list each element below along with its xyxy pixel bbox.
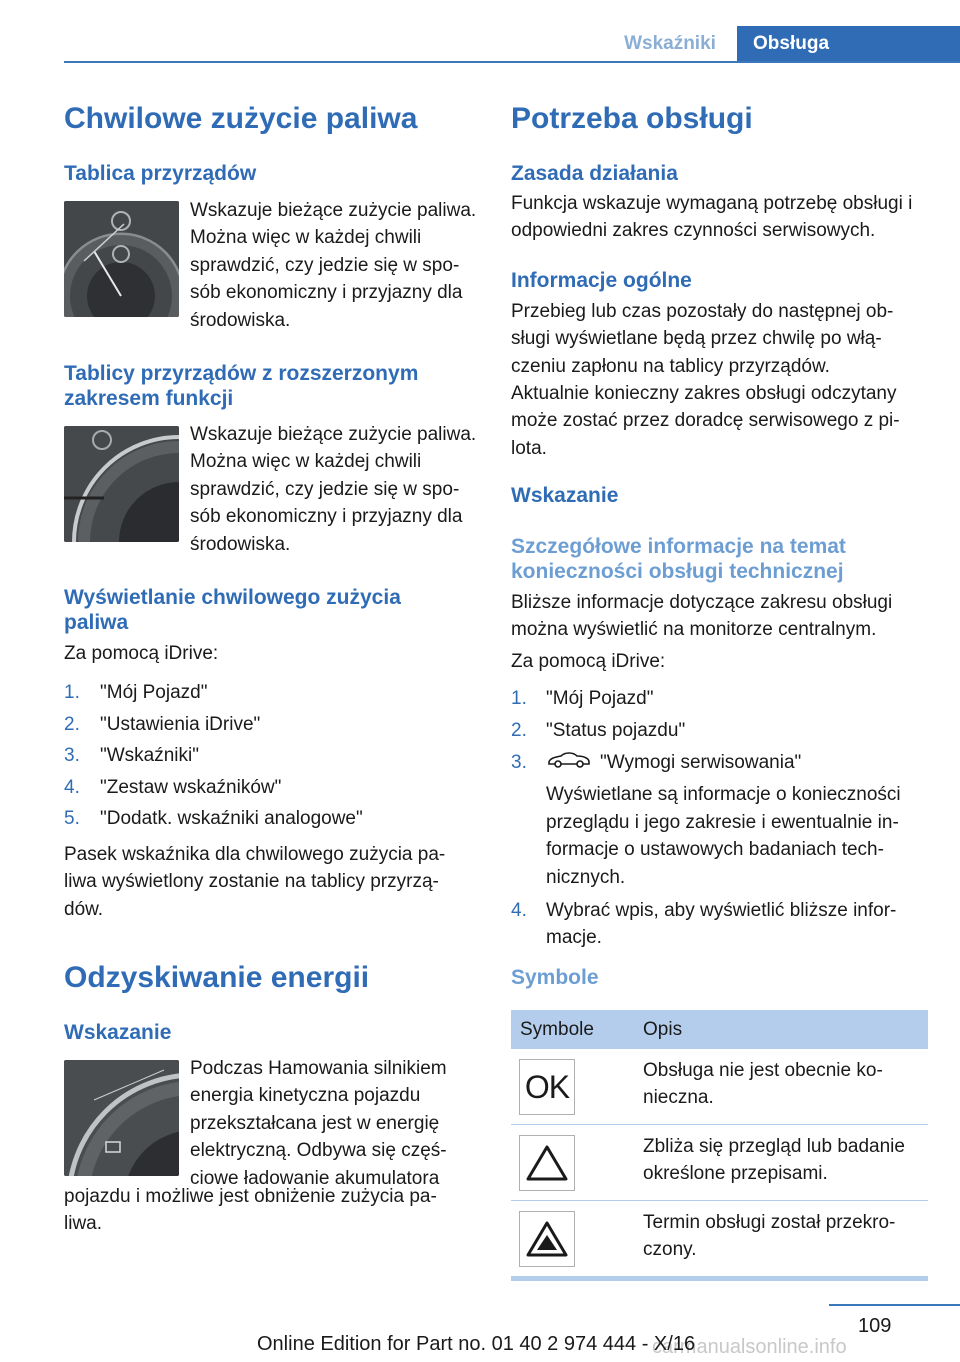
steps-list-right xyxy=(511,685,931,952)
page-number: 109 xyxy=(858,1315,892,1337)
text-energy-recovery: Podczas Hamowania silnikiem energia kinetyczna pojazdu przekształcana jest w energię elektryczną. Odbywa się częściowe ładowanie akumulatora xyxy=(190,1058,447,1189)
ok-symbol-icon: OK xyxy=(519,1059,575,1115)
text-general-info-2: Aktualnie konieczny zakres obsługi odczytany może zostać przez doradcę serwisowego z pilota. xyxy=(511,383,900,459)
text-energy-recovery-cont: pojazdu i możliwe jest obniżenie zużycia paliwa. xyxy=(64,1186,437,1235)
list-item: 2. "Status pojazdu" xyxy=(511,720,686,741)
text-general-info-1: Przebieg lub czas pozostały do następnej obsługi wyświetlane będą przez chwilę po włączeniu zapłonu na tablicy przyrządów. xyxy=(511,301,894,377)
watermark: carmanualsonline.info xyxy=(652,1336,847,1358)
list-item: 1. "Mój Pojazd" xyxy=(64,682,208,703)
list-item: 3. "Wskaźniki" xyxy=(64,745,199,767)
heading-display-left: Wskazanie xyxy=(64,1021,172,1044)
row-desc: Zbliża się przegląd lub badanie określone przepisami. xyxy=(643,1136,905,1185)
heading-service-details: Szczegółowe informacje na temat konieczności obsługi technicznej xyxy=(511,535,846,583)
tab-wskazniki[interactable]: Wskaźniki xyxy=(624,33,716,54)
text-idrive-intro-right: Za pomocą iDrive: xyxy=(511,651,666,672)
row-desc: Termin obsługi został przekroczony. xyxy=(643,1212,896,1261)
col-symbol-header: Symbole xyxy=(520,1018,594,1040)
table-row xyxy=(511,1049,928,1125)
list-item: 1. "Mój Pojazd" xyxy=(511,688,654,709)
heading-principle: Zasada działania xyxy=(511,162,678,185)
text-extended-cluster: Wskazuje bieżące zużycie paliwa. Można więc w każdej chwili sprawdzić, czy jedzie się w sposób ekonomiczny i przyjazny dla środowiska. xyxy=(190,424,477,555)
heading-extended-cluster: Tablicy przyrządów z rozszerzonym zakresem funkcji xyxy=(64,362,419,410)
step3-detail: Wyświetlane są informacje o konieczności przeglądu i jego zakresie i ewentualnie informacje o ustawowych badaniach technicznych. xyxy=(546,784,901,888)
title-fuel-consumption: Chwilowe zużycie paliwa xyxy=(64,102,418,135)
table-end-rule xyxy=(511,1277,928,1281)
footer-edition: Online Edition for Part no. 01 40 2 974 444 - X/16 xyxy=(257,1333,696,1355)
text-idrive-intro: Za pomocą iDrive: xyxy=(64,643,219,664)
heading-symbols: Symbole xyxy=(511,966,599,989)
gauge-image-2 xyxy=(64,426,179,542)
gauge-image-1 xyxy=(64,201,179,317)
tab-obsluga[interactable]: Obsługa xyxy=(737,26,960,61)
overdue-triangle-icon xyxy=(519,1211,575,1267)
heading-general-info: Informacje ogólne xyxy=(511,269,692,292)
heading-instrument-cluster: Tablica przyrządów xyxy=(64,162,257,185)
car-service-icon xyxy=(546,749,592,777)
list-item: 4. "Zestaw wskaźników" xyxy=(64,776,282,798)
header-rule xyxy=(64,61,960,63)
col-desc-header: Opis xyxy=(643,1018,683,1040)
text-indicator-bar: Pasek wskaźnika dla chwilowego zużycia paliwa wyświetlony zostanie na tablicy przyrządów. xyxy=(64,844,446,920)
table-header xyxy=(511,1010,928,1049)
steps-list-left xyxy=(64,679,464,837)
table-row xyxy=(511,1125,928,1201)
title-energy-recovery: Odzyskiwanie energii xyxy=(64,961,370,994)
warning-triangle-icon xyxy=(519,1135,575,1191)
title-service-requirement: Potrzeba obsługi xyxy=(511,102,753,135)
table-row xyxy=(511,1201,928,1277)
footer-rule xyxy=(829,1304,960,1306)
list-item: 2. "Ustawienia iDrive" xyxy=(64,713,261,735)
gauge-image-3 xyxy=(64,1060,179,1176)
row-desc: Obsługa nie jest obecnie konieczna. xyxy=(643,1060,883,1109)
symbols-table xyxy=(511,1010,928,1281)
text-service-details: Bliższe informacje dotyczące zakresu obsługi można wyświetlić na monitorze centralnym. xyxy=(511,592,893,641)
text-instrument-cluster: Wskazuje bieżące zużycie paliwa. Można więc w każdej chwili sprawdzić, czy jedzie się w sposób ekonomiczny i przyjazny dla środowiska. xyxy=(190,200,477,331)
list-item: 5. "Dodatk. wskaźniki analogowe" xyxy=(64,808,363,830)
list-item: 3. "Wymogi serwisowania" Wyświetlane są informacje o konieczności przeglądu i jego zakresie i ewentualnie informacje o ustawowych badaniach technicznych. xyxy=(511,749,931,891)
text-principle: Funkcja wskazuje wymaganą potrzebę obsługi i odpowiedni zakres czynności serwisowych. xyxy=(511,193,913,242)
heading-display-right: Wskazanie xyxy=(511,484,619,507)
list-item: 4. Wybrać wpis, aby wyświetlić bliższe informacje. xyxy=(511,900,897,949)
heading-display-consumption: Wyświetlanie chwilowego zużycia paliwa xyxy=(64,586,401,634)
